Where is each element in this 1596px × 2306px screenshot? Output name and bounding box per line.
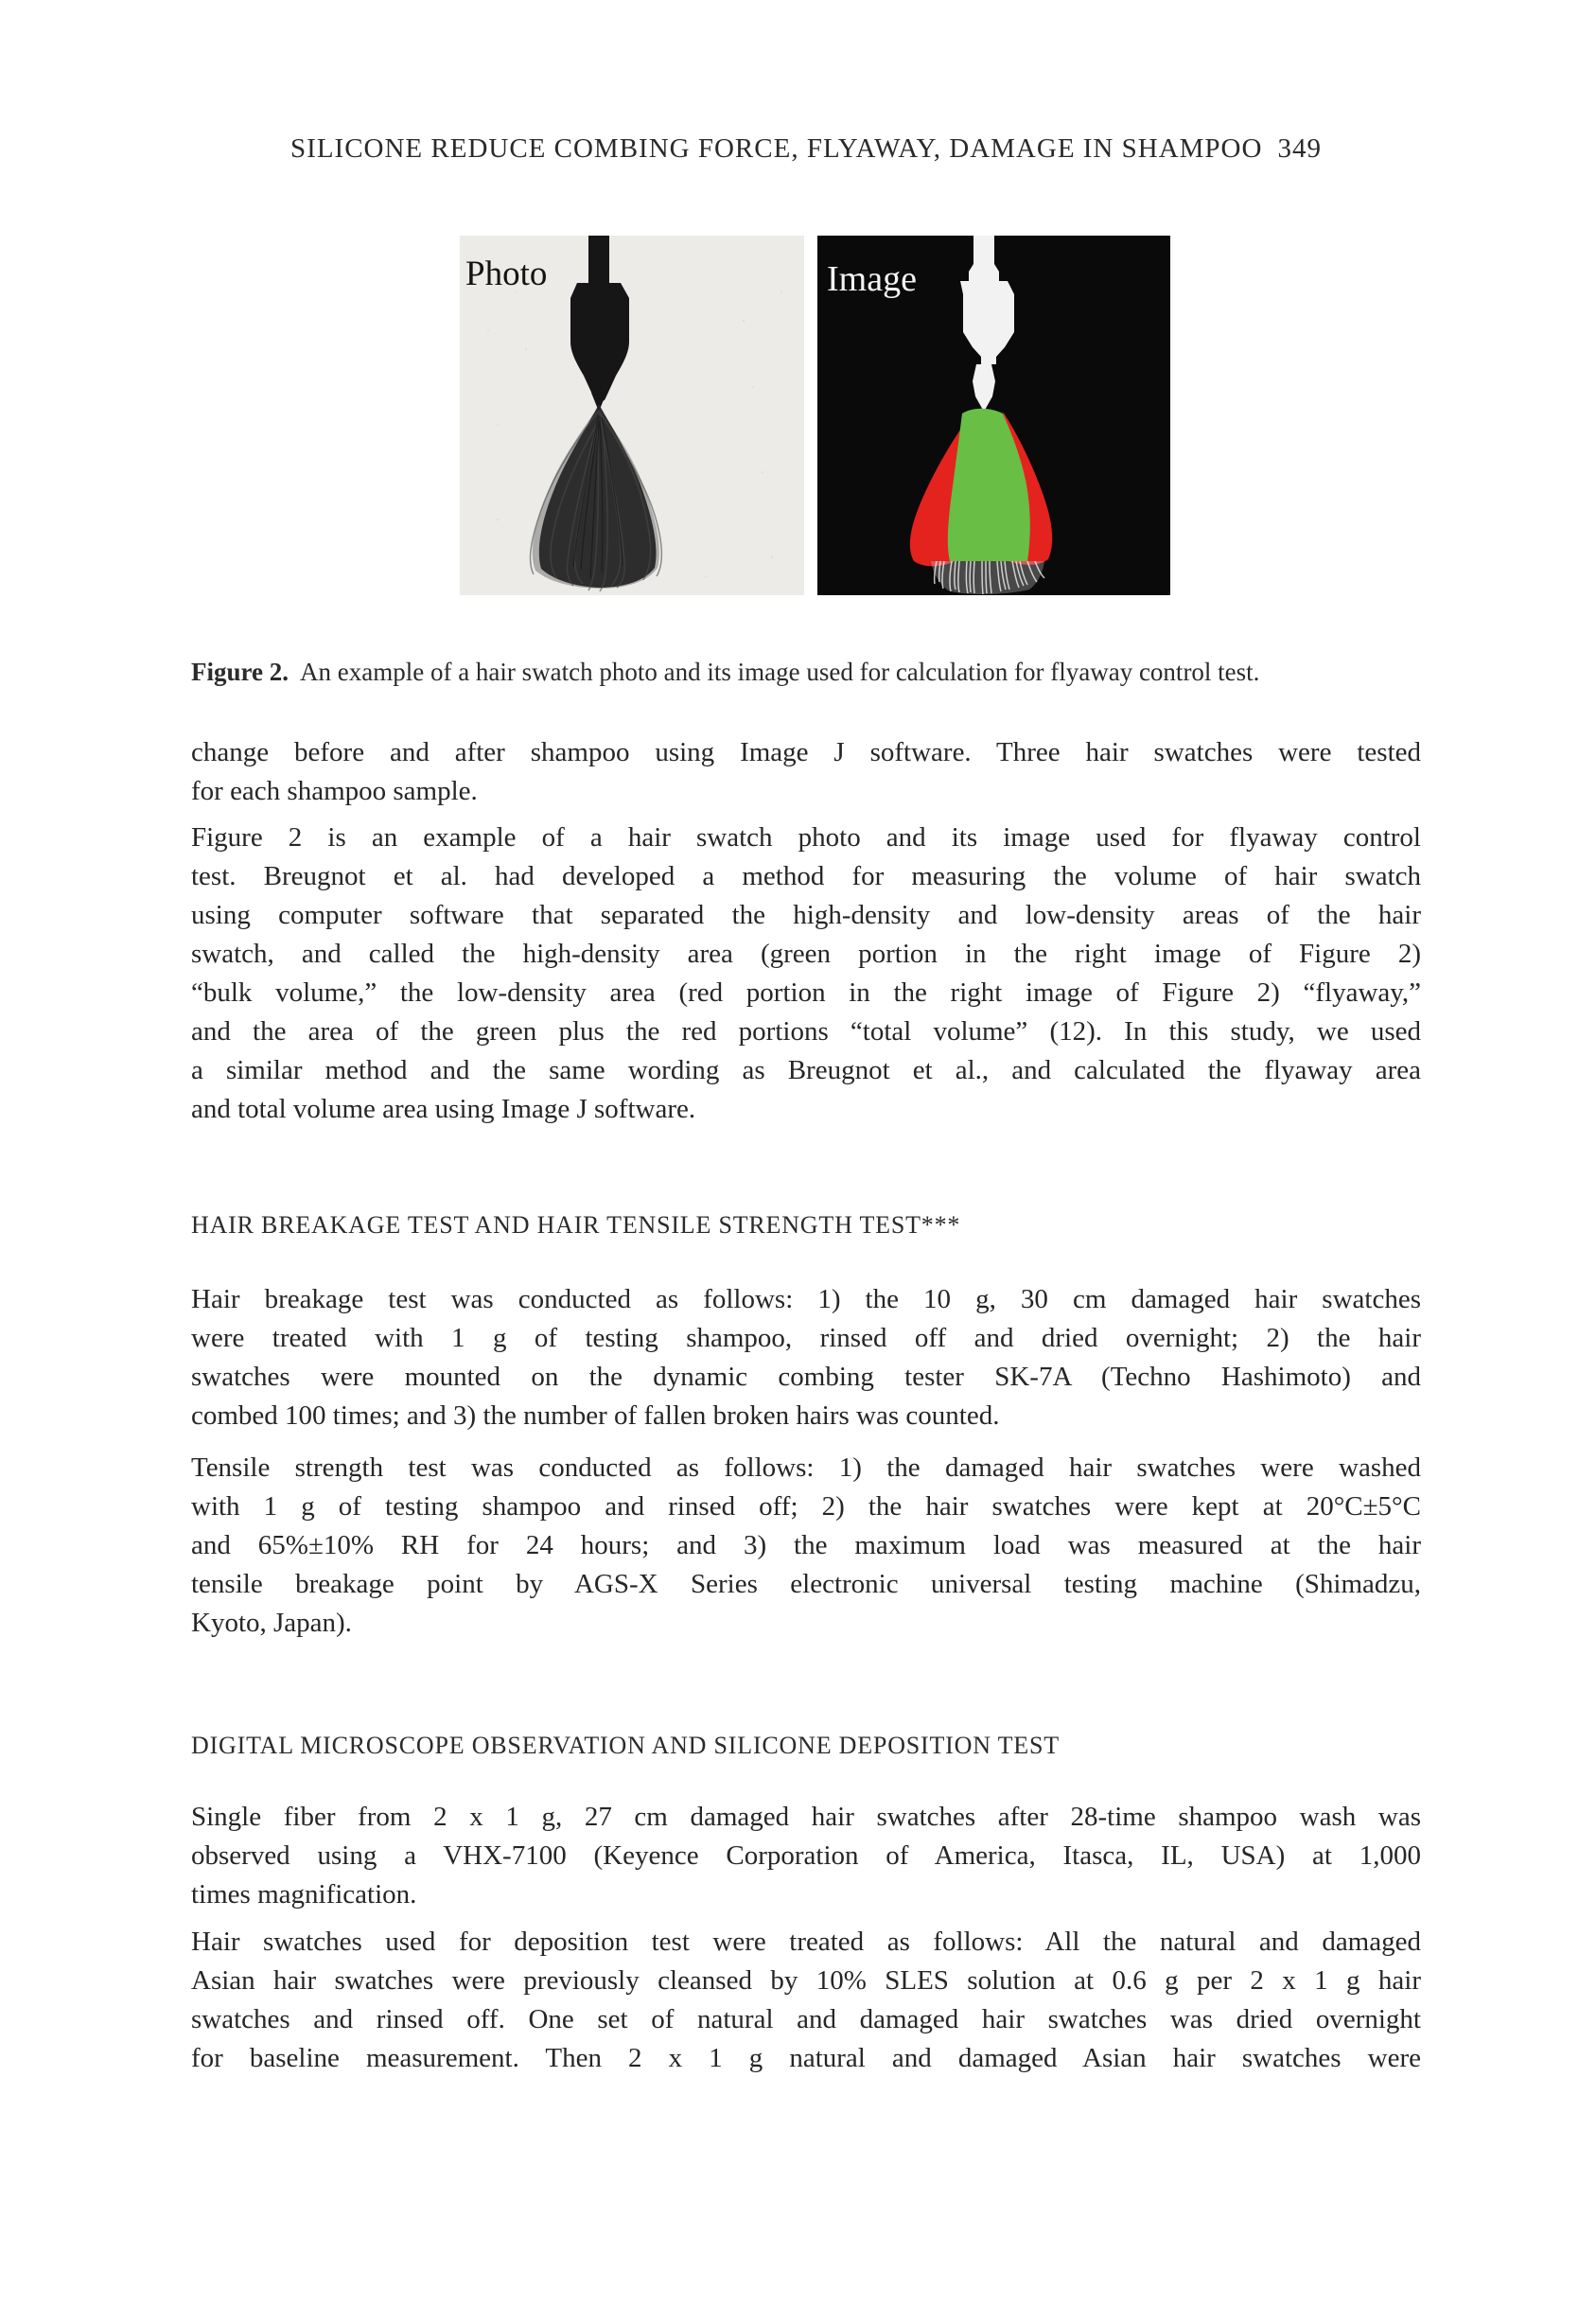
text-line: test. Breugnot et al. had developed a method for measuring the volume of hair swatch [191, 861, 1421, 891]
text-line: were treated with 1 g of testing shampoo, rinsed off and dried overnight; 2) the hair [191, 1323, 1421, 1353]
section-heading-hair-breakage: HAIR BREAKAGE TEST AND HAIR TENSILE STRENGTH TEST*** [191, 1211, 961, 1239]
text-line: swatch, and called the high-density area (green portion in the right image of Figure 2) [191, 939, 1421, 969]
text-line: and 65%±10% RH for 24 hours; and 3) the maximum load was measured at the hair [191, 1530, 1421, 1560]
figure-caption-label: Figure 2. [191, 658, 289, 686]
image-label: Image [827, 259, 917, 299]
text-line: “bulk volume,” the low-density area (red portion in the right image of Figure 2) “flyaway,” [191, 977, 1421, 1008]
section-heading-digital-microscope: DIGITAL MICROSCOPE OBSERVATION AND SILICONE DEPOSITION TEST [191, 1732, 1060, 1759]
text-line: Tensile strength test was conducted as follows: 1) the damaged hair swatches were washed [191, 1452, 1421, 1483]
text-line: Kyoto, Japan). [191, 1608, 352, 1638]
text-line: combed 100 times; and 3) the number of fallen broken hairs was counted. [191, 1400, 1000, 1431]
hair-tips-illustration [931, 561, 1044, 594]
text-line: for each shampoo sample. [191, 776, 478, 806]
text-line: and total volume area using Image J software. [191, 1094, 696, 1124]
figure-caption [191, 658, 1421, 687]
text-line: Asian hair swatches were previously cleansed by 10% SLES solution at 0.6 g per 2 x 1 g hair [191, 1965, 1421, 1996]
paragraph-change-before [191, 733, 1421, 811]
paragraph-single-fiber [191, 1798, 1421, 1914]
figure-2 [460, 236, 1170, 595]
text-line: swatches were mounted on the dynamic combing tester SK-7A (Techno Hashimoto) and [191, 1362, 1421, 1392]
text-line: Hair swatches used for deposition test were treated as follows: All the natural and damaged [191, 1927, 1421, 1957]
text-line: observed using a VHX-7100 (Keyence Corporation of America, Itasca, IL, USA) at 1,000 [191, 1840, 1421, 1871]
running-head [191, 133, 1421, 165]
running-head-title: SILICONE REDUCE COMBING FORCE, FLYAWAY, DAMAGE IN SHAMPOO [290, 133, 1263, 164]
text-line: swatches and rinsed off. One set of natural and damaged hair swatches was dried overnight [191, 2004, 1421, 2034]
text-line: Hair breakage test was conducted as follows: 1) the 10 g, 30 cm damaged hair swatches [191, 1284, 1421, 1314]
page-number: 349 [1277, 133, 1322, 164]
text-line: Single fiber from 2 x 1 g, 27 cm damaged hair swatches after 28-time shampoo wash was [191, 1802, 1421, 1832]
hair-swatch-photo-panel [460, 236, 804, 595]
text-line: and the area of the green plus the red portions “total volume” (12). In this study, we used [191, 1016, 1421, 1047]
text-line: using computer software that separated the high-density and low-density areas of the hair [191, 900, 1421, 930]
text-line: tensile breakage point by AGS-X Series electronic universal testing machine (Shimadzu, [191, 1569, 1421, 1599]
paragraph-deposition-test [191, 1923, 1421, 2078]
text-line: change before and after shampoo using Image J software. Three hair swatches were tested [191, 737, 1421, 767]
paragraph-figure2-description [191, 819, 1421, 1129]
text-line: for baseline measurement. Then 2 x 1 g natural and damaged Asian hair swatches were [191, 2043, 1421, 2073]
text-line: times magnification. [191, 1879, 417, 1910]
paragraph-hair-breakage-test [191, 1280, 1421, 1435]
processed-image-panel [817, 236, 1170, 595]
text-line: Figure 2 is an example of a hair swatch photo and its image used for flyaway control [191, 822, 1421, 853]
paragraph-tensile-strength-test [191, 1449, 1421, 1643]
figure-caption-text: An example of a hair swatch photo and its image used for calculation for flyaway control test. [300, 658, 1260, 686]
text-line: with 1 g of testing shampoo and rinsed off; 2) the hair swatches were kept at 20°C±5°C [191, 1491, 1421, 1522]
text-line: a similar method and the same wording as Breugnot et al., and calculated the flyaway area [191, 1055, 1421, 1085]
photo-label: Photo [465, 255, 548, 293]
